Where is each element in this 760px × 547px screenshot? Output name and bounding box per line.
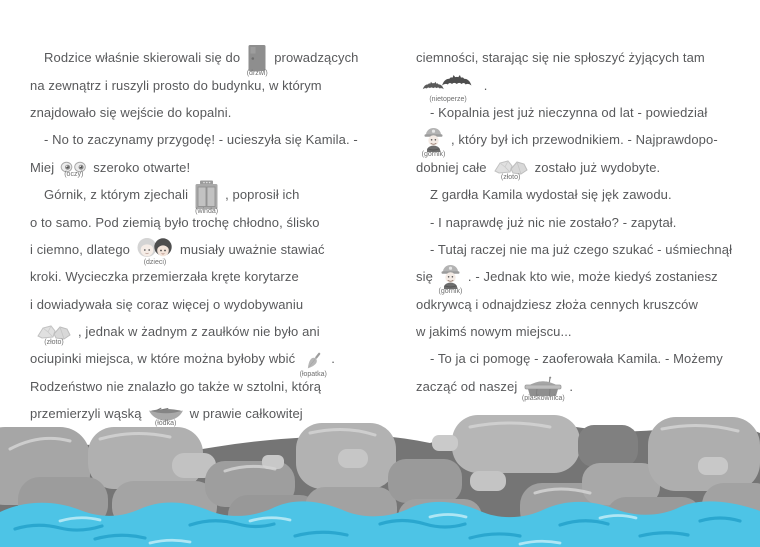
story-text: i ciemno, dlatego (30, 241, 130, 257)
story-text: przemierzyli wąską (30, 406, 142, 422)
story-text: w prawie całkowitej (189, 406, 303, 422)
story-line (416, 291, 756, 318)
story-line (30, 71, 382, 98)
miner-icon (438, 263, 463, 296)
bats-icon (422, 72, 474, 104)
story-line (416, 99, 756, 126)
icon-label: (łopatka) (299, 371, 327, 378)
story-text: Górnik, z którym zjechali (44, 187, 189, 203)
story-line (416, 345, 756, 372)
story-line (416, 318, 756, 345)
story-text: dobniej całe (416, 159, 487, 175)
children-icon (136, 237, 174, 267)
story-text: - No to zaczynamy przygodę! - ucieszyła się Kamila. - (44, 132, 358, 148)
icon-label: (złoto) (500, 174, 521, 182)
story-text: prowadzących (274, 50, 359, 66)
story-text: ociupinki miejsca, w które można byłoby wbić (30, 351, 296, 367)
story-text: zostało już wydobyte. (534, 159, 661, 175)
story-text: na zewnątrz i ruszyli prosto do budynku, w którym (30, 77, 322, 93)
story-text: Miej (30, 159, 55, 175)
story-column-right (416, 44, 756, 400)
gold-icon (36, 323, 72, 346)
trowel-icon (299, 345, 327, 378)
story-line (30, 181, 382, 215)
story-line (416, 263, 756, 296)
story-line (416, 208, 756, 235)
story-text: o to samo. Pod ziemią było trochę chłodno, ślisko (30, 214, 320, 230)
door-icon (246, 44, 268, 77)
icon-label: (górnik) (421, 151, 446, 159)
story-line (416, 44, 756, 71)
story-text: musiały uważnie stawiać (179, 241, 325, 257)
story-text: Z gardła Kamila wydostał się jęk zawodu. (430, 187, 672, 203)
story-text: w jakimś nowym miejscu... (416, 324, 572, 340)
icon-label: (dzieci) (143, 259, 167, 267)
story-line (30, 345, 382, 378)
miner-icon (421, 126, 446, 159)
story-text: i dowiadywała się coraz więcej o wydobywaniu (30, 296, 304, 312)
eyes-icon (60, 161, 87, 179)
story-text: odkrywcą i odnajdziesz złoża cennych kruszców (416, 296, 698, 312)
story-line (416, 71, 756, 104)
gold-icon (493, 158, 529, 182)
icon-label: (winda) (195, 207, 219, 215)
story-text: , który był ich przewodnikiem. - Najprawdopo- (451, 132, 718, 148)
icon-label: (złoto) (44, 338, 64, 346)
story-text: zacząć od naszej (416, 378, 518, 394)
story-text: . (331, 351, 335, 367)
icon-label: (drzwi) (246, 69, 268, 77)
icon-label: (nietoperze) (429, 96, 467, 104)
icon-label: (łódka) (154, 419, 177, 427)
icon-label: (piaskownica) (521, 394, 565, 402)
story-text: Rodzice właśnie skierowali się do (44, 50, 241, 66)
story-text: . - Jednak kto wie, może kiedyś zostaniesz (467, 269, 718, 285)
story-text: szeroko otwarte! (93, 159, 191, 175)
story-text: znajdowało się wejście do kopalni. (30, 104, 232, 120)
story-line (416, 126, 756, 159)
story-text: - Kopalnia jest już nieczynna od lat - powiedział (430, 104, 708, 120)
story-text: . (480, 77, 488, 93)
story-text: Rodzeństwo nie znalazło go także w sztolni, którą (30, 378, 322, 394)
story-line (30, 373, 382, 400)
story-line (30, 44, 382, 77)
story-text: , poprosił ich (225, 187, 300, 203)
boat-icon (148, 406, 184, 427)
story-text: - I naprawdę już nic nie zostało? - zapytał. (430, 214, 677, 230)
story-line (30, 318, 382, 345)
story-text: . (569, 378, 574, 394)
story-line (30, 126, 382, 153)
story-line (30, 263, 382, 290)
story-text: - Tutaj raczej nie ma już czego szukać - uśmiechnął (430, 241, 733, 257)
story-text: , jednak w żadnym z zaułków nie było ani (78, 324, 320, 340)
story-line (416, 373, 756, 400)
story-text: kroki. Wycieczka przemierzała kręte korytarze (30, 269, 299, 285)
story-line (30, 291, 382, 318)
elevator-icon (194, 180, 219, 215)
sandbox-icon (521, 376, 565, 402)
story-line (30, 99, 382, 126)
story-line (30, 236, 382, 267)
story-line (416, 181, 756, 208)
icon-label: (górnik) (438, 288, 463, 296)
story-line (30, 154, 382, 181)
story-text: się (416, 269, 433, 285)
story-line (30, 400, 382, 427)
story-line (416, 154, 756, 181)
story-text: - To ja ci pomogę - zaoferowała Kamila. - Możemy (430, 351, 723, 367)
story-text: ciemności, starając się nie spłoszyć żyjących tam (416, 50, 705, 66)
icon-label: (oczy) (64, 171, 84, 179)
story-column-left (30, 44, 382, 427)
story-line (416, 236, 756, 263)
